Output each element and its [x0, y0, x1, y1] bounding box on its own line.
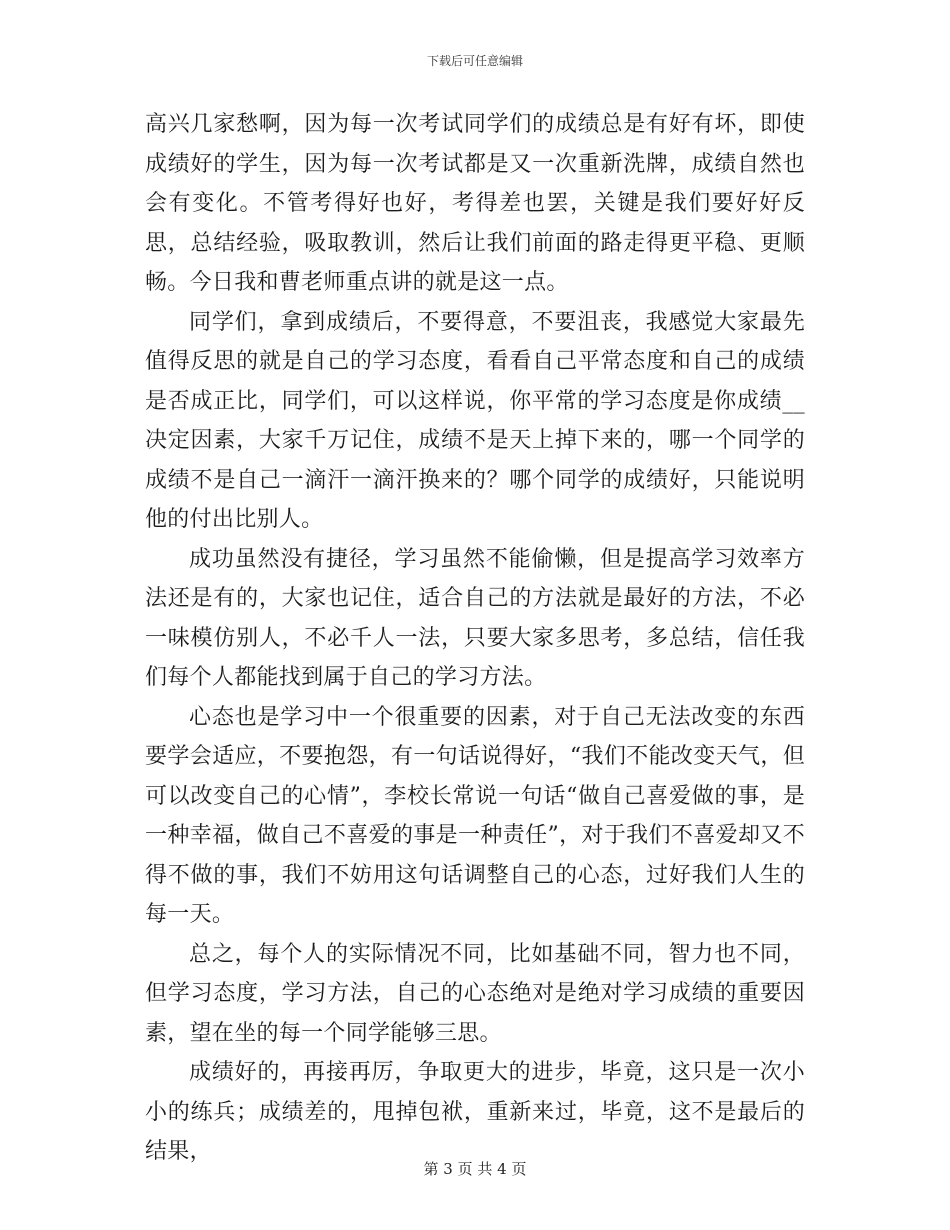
page-header: 下载后可任意编辑	[426, 54, 523, 68]
paragraph-6: 成绩好的，再接再厉，争取更大的进步，毕竟，这只是一次小小的练兵；成绩差的，甩掉包袱，重新来过，毕竟，这不是最后的结果，	[145, 1060, 805, 1164]
paragraph-2: 同学们，拿到成绩后，不要得意，不要沮丧，我感觉大家最先值得反思的就是自己的学习态度，看看自己平常态度和自己的成绩是否成正比，同学们，可以这样说，你平常的学习态度是你成绩__决定因素，大家千万记住，成绩不是天上掉下来的，哪一个同学的成绩不是自己一滴汗一滴汗换来的？哪个同学的成绩好，只能说明他的付出比别人。	[145, 309, 805, 532]
paragraph-5: 总之，每个人的实际情况不同，比如基础不同，智力也不同，但学习态度，学习方法，自己的心态绝对是绝对学习成绩的重要因素，望在坐的每一个同学能够三思。	[145, 941, 805, 1046]
page-number-footer: 第 3 页 共 4 页	[423, 1160, 527, 1178]
paragraph-4: 心态也是学习中一个很重要的因素，对于自己无法改变的东西要学会适应，不要抱怨，有一句话说得好，“我们不能改变天气，但可以改变自己的心情”，李校长常说一句话“做自己喜爱做的事，是一种幸福，做自己不喜爱的事是一种责任”，对于我们不喜爱却又不得不做的事，我们不妨用这句话调整自己的心态，过好我们人生的每一天。	[145, 704, 805, 927]
paragraph-3: 成功虽然没有捷径，学习虽然不能偷懒，但是提高学习效率方法还是有的，大家也记住，适合自己的方法就是最好的方法，不必一味模仿别人，不必千人一法，只要大家多思考，多总结，信任我们每个人都能找到属于自己的学习方法。	[145, 546, 805, 690]
document-body	[145, 105, 805, 1172]
paragraph-1: 高兴几家愁啊，因为每一次考试同学们的成绩总是有好有坏，即使成绩好的学生，因为每一次考试都是又一次重新洗牌，成绩自然也会有变化。不管考得好也好，考得差也罢，关键是我们要好好反思，总结经验，吸取教训，然后让我们前面的路走得更平稳、更顺畅。今日我和曹老师重点讲的就是这一点。	[145, 112, 805, 295]
